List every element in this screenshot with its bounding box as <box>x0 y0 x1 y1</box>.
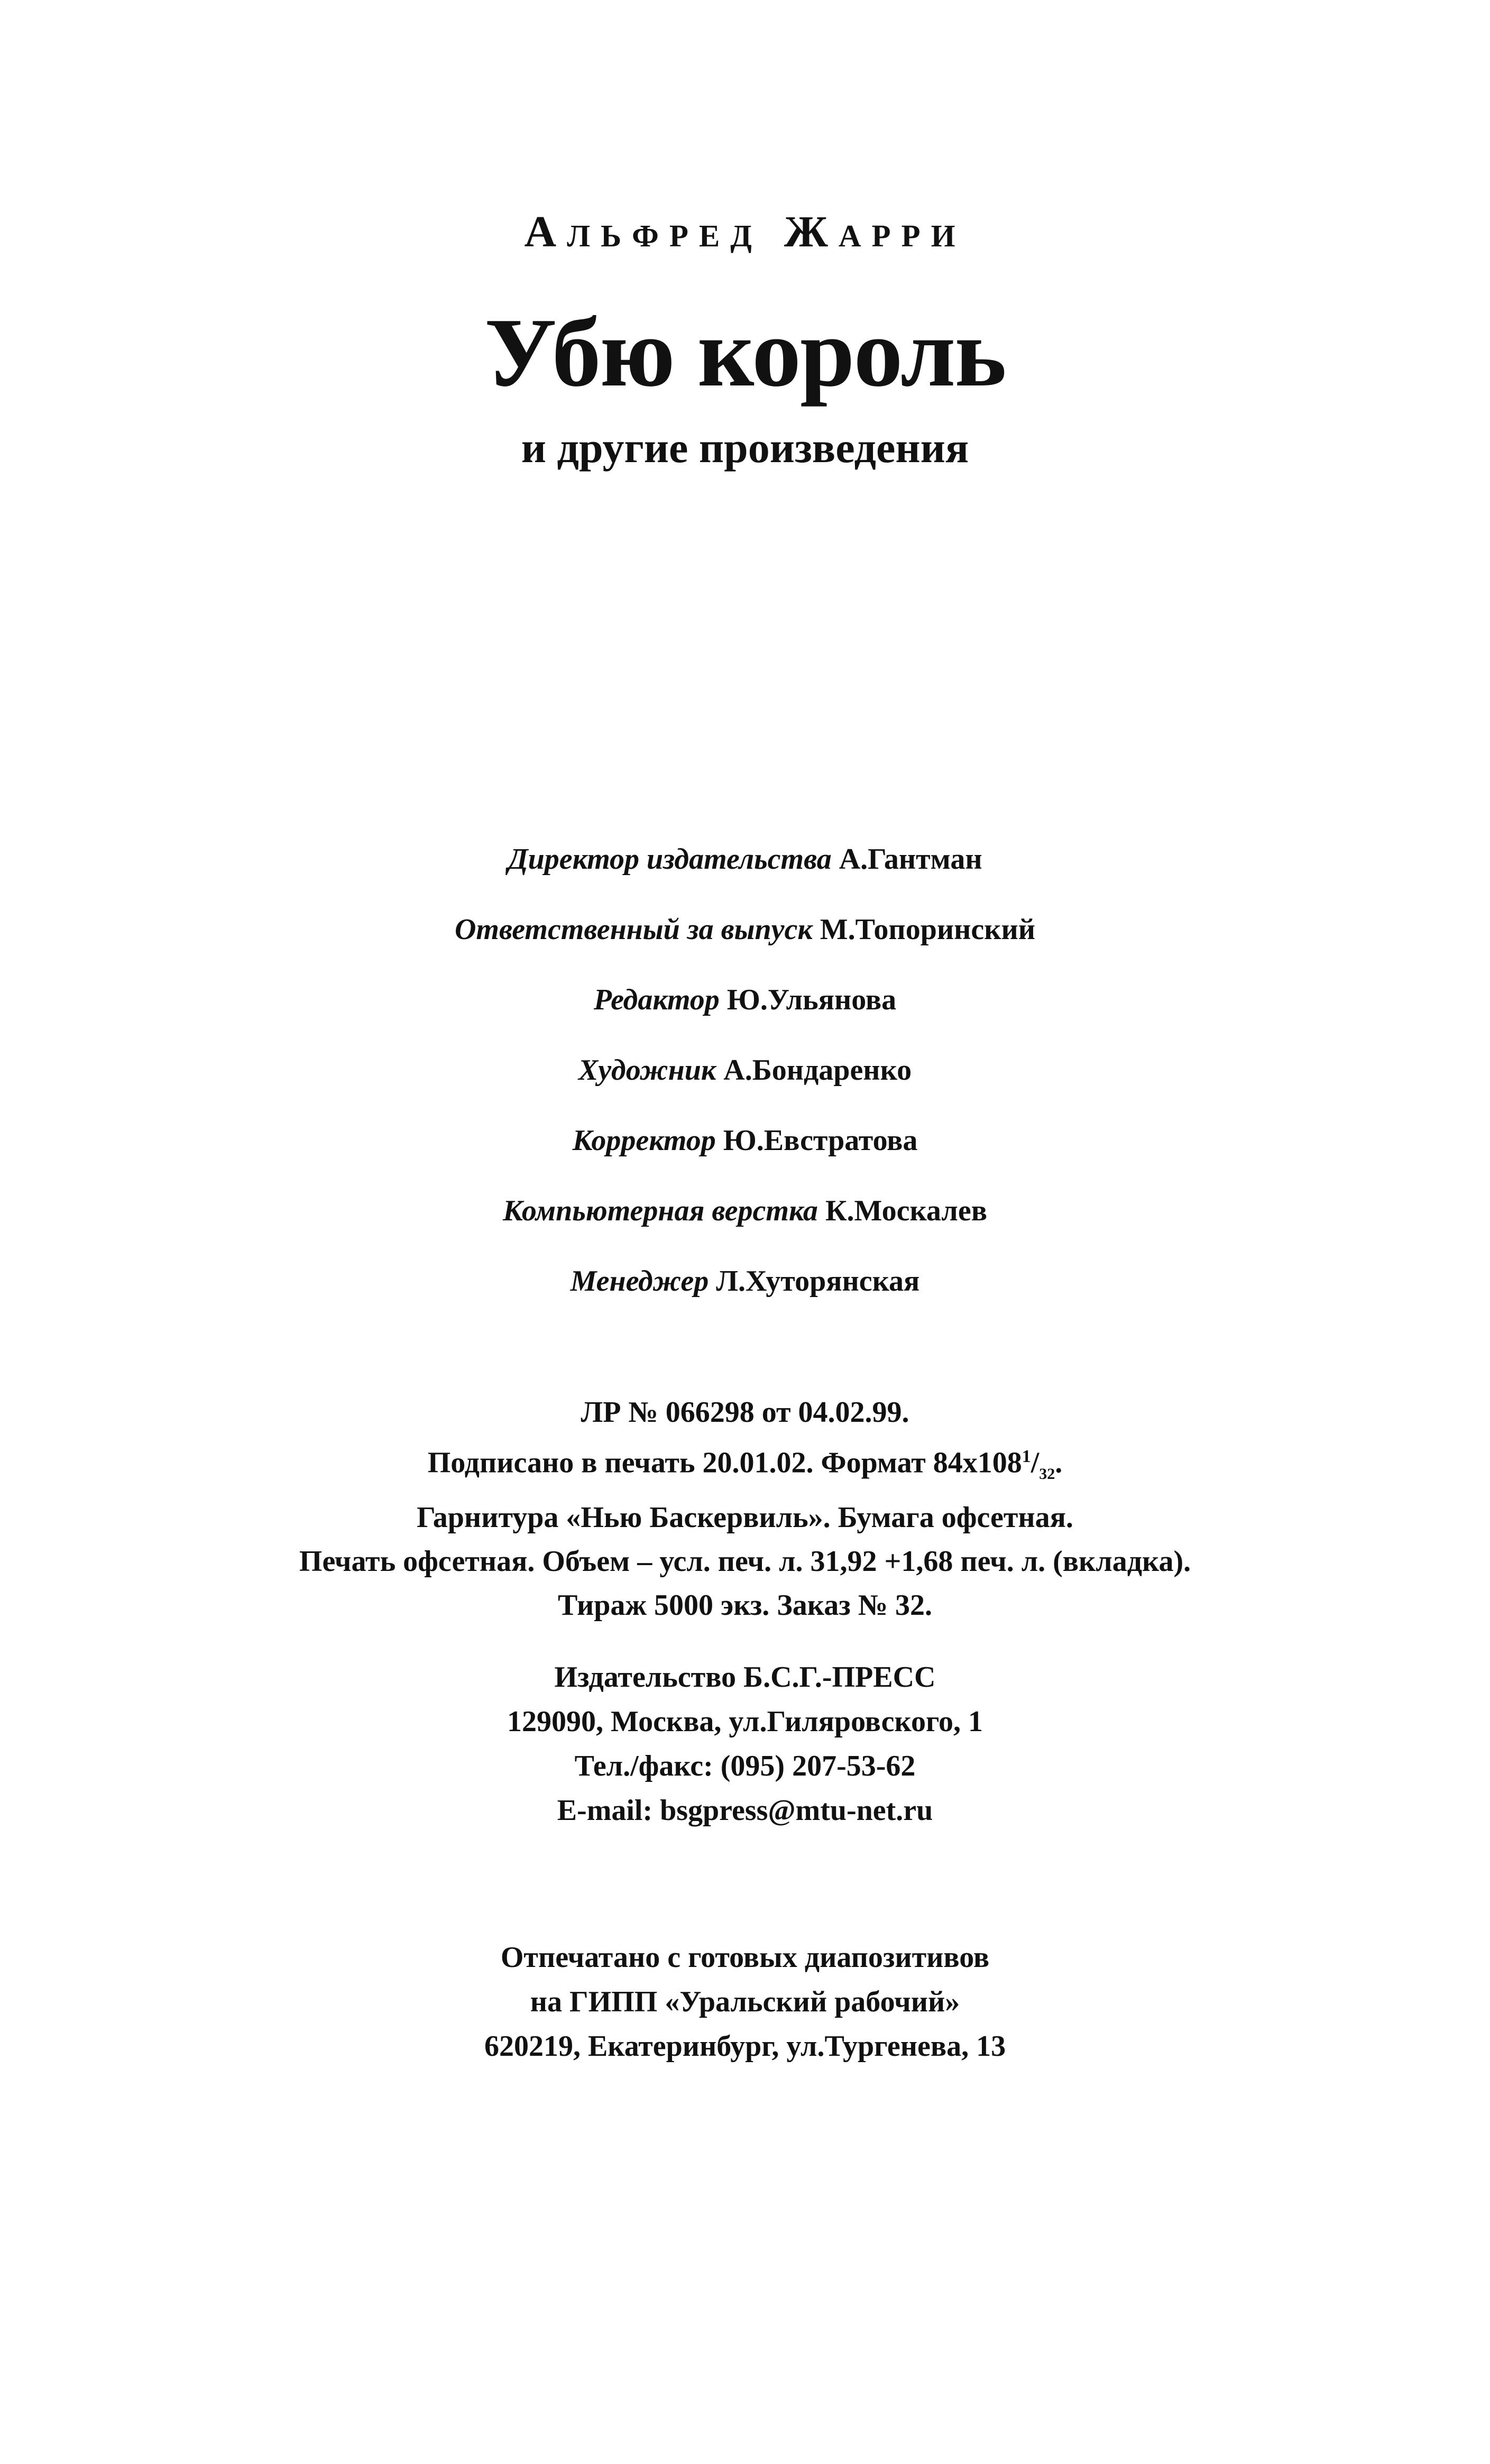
printer-line-2: на ГИПП «Уральский рабочий» <box>530 1985 960 2018</box>
print-volume-line: Печать офсетная. Объем – усл. печ. л. 31,92 +1,68 печ. л. (вкладка). <box>299 1544 1191 1578</box>
format-end: . <box>1055 1446 1063 1479</box>
credit-editor <box>0 981 1490 1052</box>
signed-format-line <box>0 1435 1490 1496</box>
author-name: Альфред Жарри <box>524 207 966 256</box>
circulation-line: Тираж 5000 экз. Заказ № 32. <box>558 1588 932 1622</box>
credit-director <box>0 841 1490 911</box>
credit-role: Компьютерная верстка <box>503 1194 818 1227</box>
publisher-email: E-mail: bsgpress@mtu-net.ru <box>557 1794 933 1827</box>
credit-person: А.Бондаренко <box>723 1054 912 1087</box>
credit-person: Л.Хуторянская <box>716 1265 920 1298</box>
publisher-name: Издательство Б.С.Г.-ПРЕСС <box>554 1661 936 1694</box>
credit-role: Ответственный за выпуск <box>454 913 813 946</box>
credit-manager <box>0 1263 1490 1333</box>
credit-role: Корректор <box>572 1124 716 1157</box>
format-numerator: 1 <box>1022 1447 1031 1466</box>
credit-person: А.Гантман <box>839 843 982 876</box>
credit-role: Менеджер <box>570 1265 709 1298</box>
credit-person: М.Топоринский <box>820 913 1036 946</box>
credit-layout <box>0 1192 1490 1263</box>
credit-person: Ю.Евстратова <box>723 1124 918 1157</box>
signed-text: Подписано в печать 20.01.02. Формат 84x108 <box>427 1446 1022 1479</box>
printer-line-3: 620219, Екатеринбург, ул.Тургенева, 13 <box>484 2030 1006 2063</box>
credits-list <box>0 841 1490 1333</box>
printer-line-1: Отпечатано с готовых диапозитивов <box>500 1941 990 1974</box>
book-title: Убю король <box>484 298 1006 407</box>
credit-person: К.Москалев <box>825 1194 987 1227</box>
license-line: ЛР № 066298 от 04.02.99. <box>581 1396 909 1429</box>
credit-role: Редактор <box>593 983 720 1016</box>
format-denominator: 32 <box>1039 1465 1055 1483</box>
credit-role: Директор издательства <box>508 843 832 876</box>
credit-role: Художник <box>578 1054 716 1087</box>
credit-artist <box>0 1052 1490 1122</box>
credit-proofreader <box>0 1122 1490 1192</box>
format-separator: / <box>1031 1446 1040 1479</box>
publisher-block <box>0 1655 1490 1833</box>
publisher-address: 129090, Москва, ул.Гиляровского, 1 <box>507 1705 983 1738</box>
typeface-line: Гарнитура «Нью Баскервиль». Бумага офсетная. <box>417 1501 1073 1534</box>
printer-block <box>0 1935 1490 2068</box>
credit-responsible <box>0 911 1490 981</box>
book-subtitle: и другие произведения <box>521 424 969 472</box>
publisher-phone: Тел./факс: (095) 207-53-62 <box>574 1750 916 1782</box>
credit-person: Ю.Ульянова <box>726 983 897 1016</box>
imprint-block <box>0 1391 1490 1628</box>
